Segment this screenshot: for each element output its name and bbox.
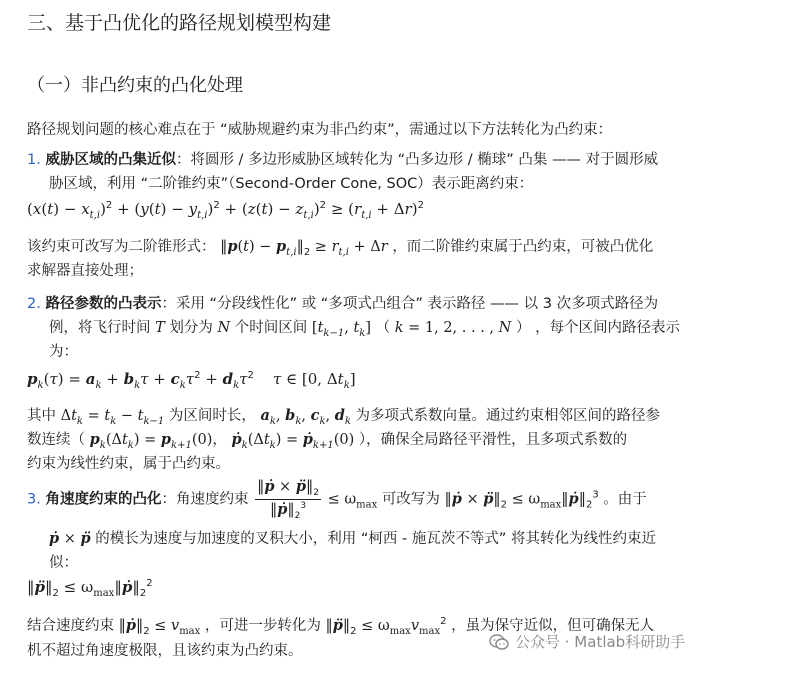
item2-text-c: 为： (49, 344, 78, 360)
item3-after-a: 结合速度约束 $‖ṗ‖_2 \le v_{max}$ ，可进一步转化为 $‖p̈‖_2 \le \omega_{max}v_{max}^2$ ，虽为保守近似，但可确保无人 (27, 616, 655, 637)
item3-number: 3. (27, 491, 41, 508)
item1-after-a: 该约束可改写为二阶锥形式： ‖p(t) − $p_{t,i}‖_2 \ge r_{t,i} + \Delta r$ ，而二阶锥约束属于凸约束，可被凸优化 (27, 238, 654, 258)
item1-text-a: ：将圆形 / 多边形威胁区域转化为 “凸多边形 / 椭球” 凸集 —— 对于圆形威 (175, 152, 659, 168)
item2-after-a: 其中 $\Delta t_k = t_k - t_{k-1}$ 为区间时长， $a_k$, $b_k$, $c_k$, $d_k$ 为多项式系数向量。通过约束相邻区间的路径参 (27, 407, 661, 427)
item1-text-b: 胁区域，利用 “二阶锥约束”（Second-Order Cone, SOC）表示距离约束： (49, 176, 534, 192)
watermark (489, 631, 685, 652)
item1-line1 (27, 148, 658, 169)
watermark-text: 公众号 · Matlab科研助手 (515, 633, 686, 651)
item2-heading: 路径参数的凸表示 (45, 296, 162, 312)
item2-text-a: ：采用 “分段线性化” 或 “多项式凸组合” 表示路径 —— 以 3 次多项式路径为 (161, 296, 659, 312)
section-title: 三、基于凸优化的路径规划模型构建 (27, 12, 332, 34)
angular-velocity-fraction: $\frac{‖ṗ \times p̈‖_2}{‖ṗ‖_2^3}$ (257, 478, 319, 521)
intro-paragraph: 路径规划问题的核心难点在于 “威胁规避约束为非凸约束”，需通过以下方法转化为凸约束： (27, 122, 613, 138)
item3-text-c: 似： (49, 555, 78, 571)
item3-line1: 3. 角速度约束的凸化：角速度约束 $\frac{‖ṗ \times p̈‖_2}{‖ṗ‖_2^3}$ ≤ $\omega_{max}$ 可改写为 ‖ṗ × $p̈‖_2$ ≤ $\omega_{max}‖ṗ‖_2^3$ 。由于 (27, 478, 647, 521)
item2-line1 (27, 292, 658, 313)
item3-formula: $‖p̈‖_2$ ≤ $\omega_{max}‖ṗ‖_2^2$ (27, 578, 153, 599)
item1-heading: 威胁区域的凸集近似 (45, 152, 176, 168)
item1-formula: $(x(t) - x_{t,i})^2 + (y(t) - y_{t,i})^2 + (z(t) - z_{t,i})^2 \ge (r_{t,i} + \Delta r)^2$ (27, 200, 424, 221)
item3-after-b: 机不超过角速度极限，且该约束为凸约束。 (27, 643, 303, 659)
item3-line2: ṗ × p̈ 的模长为速度与加速度的叉积大小，利用 “柯西 - 施瓦茨不等式” 将其转化为线性约束近 (49, 530, 656, 547)
item2-after-c: 约束为线性约束，属于凸约束。 (27, 456, 230, 472)
item2-line2: 例，将飞行时间 T 划分为 N 个时间区间 [$t_{k-1}$, $t_k$] （ k = 1, 2, . . . , N ） ，每个区间内路径表示 (49, 320, 681, 339)
item1-number: 1. (27, 152, 41, 168)
item2-after-b: 数连续（ $p_k(\Delta t_k) = p_{k+1}(0)$， $ṗ_k(\Delta t_k)$ = ṗ$_{k+1}$(0) ），确保全局路径平滑性，且多项式系数的 (27, 431, 628, 451)
item1-after-b: 求解器直接处理； (27, 263, 143, 279)
item2-formula: $p_k(\tau) = a_k + b_k\tau + c_k\tau^2 + d_k\tau^2$ τ ∈ [0, $\Delta t_k$] (27, 370, 356, 391)
item3-heading: 角速度约束的凸化 (45, 491, 162, 508)
wechat-icon (489, 634, 509, 650)
item2-number: 2. (27, 296, 41, 312)
subsection-title: （一）非凸约束的凸化处理 (27, 75, 243, 96)
